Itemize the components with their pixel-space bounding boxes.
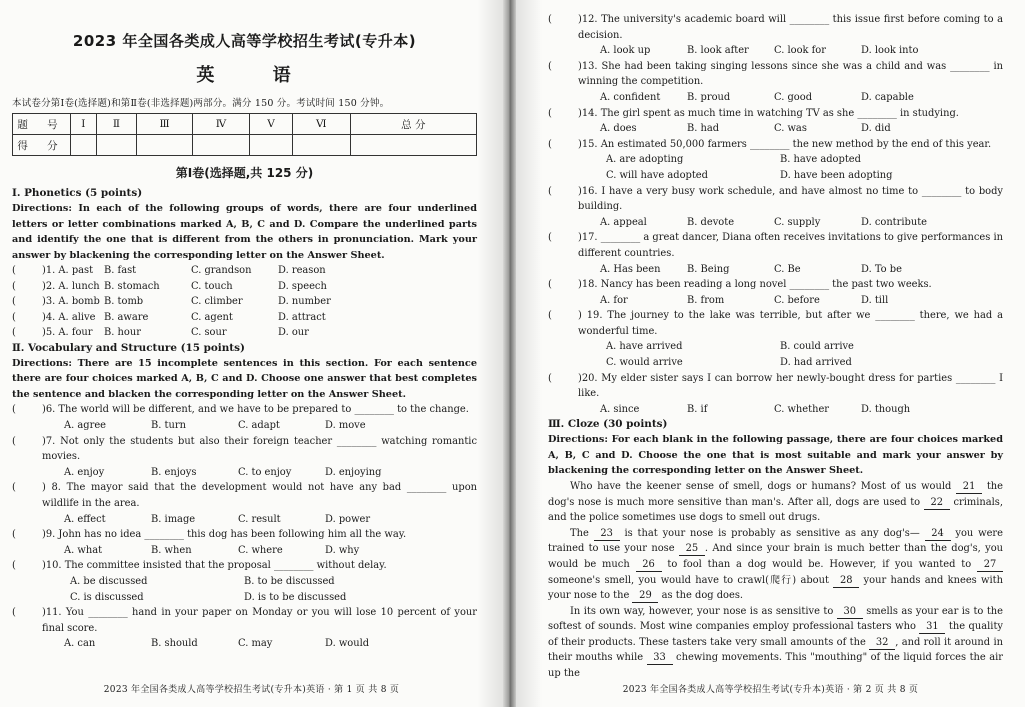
exam-page-2 (516, 0, 1025, 707)
option: D. number (278, 296, 331, 308)
option: D. till (861, 294, 889, 306)
phonetics-question: ( )5. A. four B. hour C. sour D. our (12, 325, 477, 341)
question-stem: )13. She had been taking singing lessons since she was a child and was ________ in winning the competition. (578, 60, 1003, 88)
cloze-directions: Directions: For each blank in the following passage, there are four choices marked A, B, C and D. Choose the one that is most suitable and mark your answer by blackening the corresponding letter on the Answer Sheet. (548, 434, 1003, 477)
option: A. effect (64, 513, 106, 525)
question-stem: )11. You ________ hand in your paper on Monday or you will lose 10 percent of your final score. (42, 607, 477, 634)
option: D. capable (861, 91, 914, 103)
option: B. if (687, 403, 708, 415)
phonetics-heading: Ⅰ. Phonetics (5 points) (12, 187, 143, 199)
option: B. to be discussed (244, 576, 335, 587)
option: B. had (687, 123, 720, 135)
option: A. does (600, 123, 637, 135)
phonetics-question: ( )3. A. bomb B. tomb C. climber D. number (12, 294, 477, 310)
option: A. have arrived (606, 341, 683, 353)
part-title: 第Ⅰ卷(选择题,共 125 分) (175, 166, 314, 180)
option: A. appeal (600, 216, 647, 228)
score-cell-empty (137, 135, 193, 156)
option: A. agree (64, 420, 107, 432)
option: B. Being (687, 263, 730, 275)
cloze-heading: Ⅲ. Cloze (30 points) (548, 418, 668, 431)
option: B. tomb (104, 296, 144, 308)
option: C. will have adopted (606, 169, 708, 181)
option: B. stomach (104, 280, 160, 292)
option: C. agent (191, 311, 233, 323)
option: D. is to be discussed (244, 591, 347, 603)
phonetics-question: ( )4. A. alive B. aware C. agent D. attract (12, 310, 477, 326)
question-6: ( )6. The world will be different, and we have to be prepared to ________ to the change. A. agree B. turn C. adapt D. move (12, 402, 477, 433)
cloze-blank: 23 (594, 528, 620, 541)
question-10: ( )10. The committee insisted that the proposal ________ without delay. A. be discussed B. to be discussed C. is discussed D. is to be discussed (12, 558, 477, 605)
option: D. have been adopting (780, 169, 893, 181)
option: B. fast (104, 265, 137, 276)
question-9: ( )9. John has no idea ________ this dog has been following him all the way. A. what B. when C. where D. why (12, 527, 477, 558)
question-20: ( )20. My elder sister says I can borrow her newly-bought dress for parties ________ I like. A. since B. if C. whether D. though (548, 371, 1003, 418)
question-stem: )12. The university's academic board will ________ this issue first before coming to a decision. (578, 14, 1003, 41)
option: C. look for (774, 45, 826, 57)
exam-info: 本试卷分第Ⅰ卷(选择题)和第Ⅱ卷(非选择题)两部分。满分 150 分。考试时间 150 分钟。 (12, 98, 390, 109)
cloze-paragraph: In its own way, however, your nose is as sensitive to 30 smells as your ear is to the softest of sounds. Most wine companies employ professional tasters who 31 the quality of their products. These tasters take very small amounts of the 32 , and roll it around in their mouths while 33 chewing movements. This "mouthing" of the liquid forces the air up the (548, 605, 1004, 680)
question-label: )1. A. past (42, 265, 94, 276)
vocab-directions: Directions: There are 15 incomplete sentences in this section. For each sentence there are four choices marked A, B, C and D. Choose one answer that best completes the sentence and blacken the corresponding letter on the Answer Sheet. (12, 357, 477, 400)
question-stem: )15. An estimated 50,000 farmers ________ the new method by the end of this year. (578, 138, 992, 150)
score-cell: Ⅴ (250, 114, 293, 135)
question-stem: ) 8. The mayor said that the development would not have any bad ________ upon wildlife in the area. (42, 482, 477, 510)
option: D. had arrived (780, 357, 852, 369)
question-stem: )6. The world will be different, and we have to be prepared to ________ to the change. (42, 404, 469, 416)
cloze-blank: 28 (833, 575, 859, 588)
option: B. could arrive (780, 341, 854, 353)
option: D. though (861, 403, 911, 415)
option: B. hour (104, 327, 141, 339)
question-label: )3. A. bomb (42, 296, 100, 308)
question-14: ( )14. The girl spent as much time in watching TV as she ________ in studying. A. does B. had C. was D. did (548, 106, 1003, 137)
exam-title: 2023 年全国各类成人高等学校招生考试(专升本) (72, 32, 417, 50)
score-cell-empty (192, 135, 249, 156)
question-stem: )7. Not only the students but also their foreign teacher ________ watching romantic movies. (42, 435, 477, 463)
cloze-blank: 21 (956, 481, 982, 494)
option: D. our (278, 327, 309, 339)
option: B. aware (104, 311, 149, 323)
question-stem: )18. Nancy has been reading a long novel ________ the past two weeks. (578, 279, 932, 291)
option: D. To be (861, 263, 902, 275)
option: C. supply (774, 216, 821, 228)
cloze-blank: 29 (632, 590, 658, 603)
question-7: ( )7. Not only the students but also their foreign teacher ________ watching romantic movies. A. enjoy B. enjoys C. to enjoy D. enjoying (12, 434, 477, 481)
option: B. image (151, 513, 196, 525)
score-cell: Ⅰ (71, 114, 97, 135)
option: D. enjoying (325, 466, 382, 478)
option: C. touch (191, 280, 233, 292)
phonetics-question: ( )1. A. past B. fast C. grandson D. reason (12, 263, 477, 279)
phonetics-question: ( )2. A. lunch B. stomach C. touch D. speech (12, 279, 477, 295)
option: C. Be (774, 263, 801, 275)
option: A. confident (600, 91, 661, 103)
option: A. enjoy (64, 466, 105, 478)
score-cell-empty (292, 135, 350, 156)
option: A. are adopting (606, 154, 684, 166)
cloze-blank: 27 (977, 559, 1003, 572)
score-cell: Ⅲ (137, 114, 193, 135)
option: C. was (774, 123, 807, 135)
score-table-score-row (13, 135, 477, 156)
option: A. can (64, 638, 96, 650)
question-15: ( )15. An estimated 50,000 farmers ________ the new method by the end of this year. A. are adopting B. have adopted C. will have adopted D. have been adopting (548, 137, 1003, 184)
score-cell: 总 分 (350, 114, 476, 135)
question-label: )4. A. alive (42, 311, 96, 323)
option: C. adapt (238, 420, 280, 432)
cloze-blank: 26 (636, 559, 662, 572)
option: D. attract (278, 311, 326, 323)
score-cell: Ⅱ (96, 114, 137, 135)
question-label: )5. A. four (42, 327, 93, 339)
score-cell-empty (96, 135, 137, 156)
option: C. where (238, 544, 283, 556)
option: D. contribute (861, 216, 928, 228)
option: C. before (774, 294, 820, 306)
question-11: ( )11. You ________ hand in your paper on Monday or you will lose 10 percent of your final score. A. can B. should C. may D. would (12, 605, 477, 652)
option: B. from (687, 294, 725, 306)
question-19: ( ) 19. The journey to the lake was terrible, but after we ________ there, we had a wonderful time. A. have arrived B. could arrive C. would arrive D. had arrived (548, 308, 1003, 370)
cloze-blank: 24 (925, 528, 951, 541)
cloze-blank: 25 (679, 543, 705, 556)
option: C. may (238, 638, 273, 650)
option: A. look up (600, 45, 651, 57)
cloze-paragraph: The 23 is that your nose is probably as sensitive as any dog's— 24 you were trained to use your nose 25 . And since your brain is much better than the dog's, you would be much 26 to fool than a dog would be. However, if you wanted to 27 someone's smell, you would have to crawl(爬行) about 28 your hands and knees with your nose to the 29 as the dog does. (548, 527, 1004, 602)
option: C. good (774, 91, 813, 103)
phonetics-directions: Directions: In each of the following groups of words, there are four underlined letters or letter combinations marked A, B, C and D. Compare the underlined parts and identify the one that is different from the others in pronunciation. Mark your answer by blackening the corresponding letter on the Answer Sheet. (12, 203, 477, 261)
question-8: ( ) 8. The mayor said that the development would not have any bad ________ upon wildlife in the area. A. effect B. image C. result D. power (12, 480, 477, 527)
option: A. since (600, 403, 640, 415)
option: B. turn (151, 420, 186, 432)
cloze-blank: 32 (869, 637, 895, 650)
option: B. devote (687, 216, 735, 228)
option: C. grandson (191, 265, 252, 276)
option: C. whether (774, 403, 830, 415)
page-footer: 2023 年全国各类成人高等学校招生考试(专升本)英语 · 第 1 页 共 8 页 (103, 685, 400, 695)
option: D. look into (861, 45, 919, 57)
option: D. speech (278, 280, 327, 292)
vocab-heading: Ⅱ. Vocabulary and Structure (15 points) (12, 341, 245, 354)
score-cell-empty (250, 135, 293, 156)
question-13: ( )13. She had been taking singing lessons since she was a child and was ________ in winning the competition. A. confident B. proud C. good D. capable (548, 59, 1003, 106)
score-row-label: 得 分 (13, 135, 71, 156)
question-label: )2. A. lunch (42, 280, 100, 292)
option: B. proud (687, 91, 731, 103)
option: A. Has been (600, 263, 661, 275)
score-cell: Ⅳ (192, 114, 249, 135)
score-cell: 题 号 (13, 114, 71, 135)
cloze-blank: 33 (647, 652, 673, 665)
option: A. be discussed (70, 576, 148, 587)
option: C. climber (191, 296, 243, 308)
question-stem: )9. John has no idea ________ this dog has been following him all the way. (42, 529, 407, 541)
option: D. would (325, 638, 370, 650)
option: A. for (600, 294, 628, 306)
question-stem: ) 19. The journey to the lake was terrible, but after we ________ there, we had a wonderful time. (578, 310, 1003, 337)
option: A. what (64, 544, 103, 556)
option: B. have adopted (780, 154, 861, 166)
subject-title: 英 语 (196, 65, 317, 86)
option: B. look after (687, 45, 749, 57)
option: C. would arrive (606, 357, 683, 369)
score-cell-empty (71, 135, 97, 156)
option: D. power (325, 513, 371, 525)
option: C. result (238, 513, 281, 525)
option: B. when (151, 544, 192, 556)
book-gutter (503, 0, 516, 707)
option: B. enjoys (151, 466, 197, 478)
page-footer: 2023 年全国各类成人高等学校招生考试(专升本)英语 · 第 2 页 共 8 页 (622, 685, 919, 695)
cloze-blank: 30 (837, 606, 863, 619)
cloze-paragraph: Who have the keener sense of smell, dogs or humans? Most of us would 21 the dog's nose is much more sensitive than man's. After all, dogs are used to 22 criminals, and the police sometimes use dogs to smell out drugs. (548, 480, 1004, 524)
score-cell: Ⅵ (292, 114, 350, 135)
question-18: ( )18. Nancy has been reading a long novel ________ the past two weeks. A. for B. from C. before D. till (548, 277, 1003, 308)
option: D. reason (278, 265, 326, 276)
question-stem: )20. My elder sister says I can borrow her newly-bought dress for parties ________ I like. (578, 372, 1003, 400)
option: B. should (151, 638, 198, 650)
question-12: ( )12. The university's academic board will ________ this issue first before coming to a decision. A. look up B. look after C. look for D. look into (548, 12, 1003, 59)
question-stem: )16. I have a very busy work schedule, and have almost no time to ________ to body building. (578, 185, 1003, 213)
question-stem: )14. The girl spent as much time in watching TV as she ________ in studying. (578, 107, 959, 119)
option: D. why (325, 544, 360, 556)
score-cell-empty (350, 135, 476, 156)
score-table-header-row (13, 114, 477, 135)
cloze-blank: 31 (919, 621, 945, 634)
option: C. is discussed (70, 591, 144, 603)
question-stem: )10. The committee insisted that the proposal ________ without delay. (42, 560, 387, 572)
option: D. move (325, 420, 366, 432)
question-16: ( )16. I have a very busy work schedule, and have almost no time to ________ to body building. A. appeal B. devote C. supply D. contribute (548, 184, 1003, 231)
question-stem: )17. ________ a great dancer, Diana often receives invitations to give performances in different countries. (578, 232, 1003, 259)
exam-page-1 (0, 0, 503, 707)
option: C. sour (191, 327, 227, 339)
question-17: ( )17. ________ a great dancer, Diana often receives invitations to give performances in different countries. A. Has been B. Being C. Be D. To be (548, 230, 1003, 277)
cloze-blank: 22 (924, 497, 950, 510)
score-table (12, 113, 477, 156)
option: C. to enjoy (238, 466, 292, 478)
option: D. did (861, 123, 891, 135)
